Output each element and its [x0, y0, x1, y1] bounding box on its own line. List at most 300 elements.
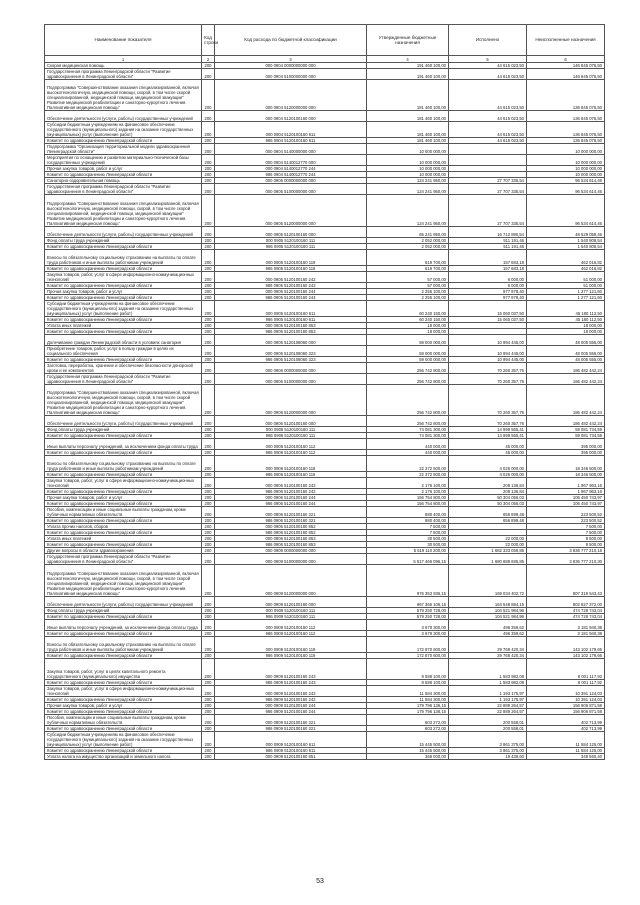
- row-unexecuted: 349 560,40: [527, 753, 605, 759]
- budget-execution-table: [44, 24, 605, 760]
- table-row: [45, 439, 605, 450]
- row-budget-code: 000 0904 5140012770 000: [215, 155, 367, 166]
- row-line-code: 200: [202, 384, 215, 415]
- row-name: Подпрограмма "Совершенствование оказания специализированной, включая высокотехнологичную, медицинской помощи, скорой, в том числе скорой специализированной, медицинской помощи, медицинской эвакуации" Развитие медицинской реабилитации и санаторно-курортного лечения. Паллиативная медицинская помощь": [45, 565, 202, 596]
- row-line-code: 200: [202, 111, 215, 122]
- row-executed: 29 768 420,34: [449, 636, 527, 652]
- row-name: Подпрограмма "Совершенствование оказания специализированной, включая высокотехнологичную, медицинской помощи, скорой, в том числе скорой специализированной, медицинской помощи, медицинской эвакуации" Развитие медицинской реабилитации и санаторно-курортного лечения. Паллиативная медицинская помощь": [45, 195, 202, 226]
- row-approved: 30 500,00: [367, 536, 449, 542]
- row-unexecuted: 18 000,00: [527, 328, 605, 334]
- row-budget-code: 000 0904 5140000000 000: [215, 144, 367, 155]
- row-budget-code: 986 0909 5120100160 111: [215, 613, 367, 619]
- row-name: Подпрограмма "Совершенствование оказания специализированной, включая высокотехнологичную, медицинской помощи, скорой, в том числе скорой специализированной, медицинской помощи, медицинской эвакуации" Развитие медицинской реабилитации и санаторно-курортного лечения. Паллиативная медицинская помощь": [45, 80, 202, 111]
- row-approved: 181 460 100,00: [367, 111, 449, 122]
- row-approved: 22 372 500,00: [367, 472, 449, 478]
- row-budget-code: 000 0905 5120100160 119: [215, 249, 367, 265]
- row-name: Комитет по здравоохранению Ленинградской области: [45, 542, 202, 548]
- row-line-code: 200: [202, 416, 215, 427]
- row-unexecuted: 402 713,99: [527, 725, 605, 731]
- row-budget-code: 986 0905 5120108060 323: [215, 356, 367, 362]
- row-executed: 44 615 023,50: [449, 111, 527, 122]
- row-unexecuted: 462 016,82: [527, 265, 605, 271]
- row-executed: 656 899,48: [449, 518, 527, 524]
- row-executed: 157 683,18: [449, 249, 527, 265]
- row-name: Обеспечение деятельности (услуги, работы) государственных учреждений: [45, 111, 202, 122]
- table-row: [45, 456, 605, 472]
- row-name: Комитет по здравоохранению Ленинградской области: [45, 433, 202, 439]
- row-executed: 15 060 037,50: [449, 300, 527, 316]
- row-name: Уплата налога на имущество организаций и земельного налога: [45, 753, 202, 759]
- row-line-code: 200: [202, 524, 215, 530]
- row-executed: 50 304 056,03: [449, 501, 527, 507]
- row-approved: 3 678 300,00: [367, 630, 449, 636]
- header-unexecuted: Неисполненные назначения: [527, 25, 605, 56]
- row-line-code: 200: [202, 282, 215, 288]
- row-unexecuted: 8 500,00: [527, 536, 605, 542]
- row-executed: 1 682 333 059,86: [449, 548, 527, 554]
- table-row: [45, 619, 605, 630]
- row-executed: 44 615 023,50: [449, 63, 527, 69]
- row-line-code: 200: [202, 362, 215, 373]
- row-line-code: 200: [202, 478, 215, 489]
- row-name: Прочая закупка товаров, работ и услуг: [45, 702, 202, 708]
- row-name: Закупка товаров, работ, услуг в сфере информационно-коммуникационных технологий: [45, 478, 202, 489]
- row-name: Пособия, компенсации и иные социальные выплаты гражданам, кроме публичных нормативных обязательств: [45, 714, 202, 725]
- table-row: [45, 565, 605, 596]
- header-approved: Утвержденные бюджетные назначения: [367, 25, 449, 56]
- row-executed: 45 000,00: [449, 450, 527, 456]
- row-name: Взносы по обязательному социальному страхованию на выплаты по оплате труда работников и иные выплаты работникам учреждений: [45, 456, 202, 472]
- row-name: Иные выплаты персоналу учреждений, за исключением фонда оплаты труда: [45, 619, 202, 630]
- table-row: [45, 384, 605, 415]
- row-budget-code: 986 0904 5140012770 244: [215, 172, 367, 178]
- row-executed: 44 615 023,50: [449, 69, 527, 80]
- row-name: Приобретение товаров, работ, услуг в пользу граждан в целях их социального обеспечения: [45, 345, 202, 356]
- row-budget-code: 000 0909 5120100160 611: [215, 731, 367, 747]
- row-budget-code: 986 0909 5120100160 611: [215, 747, 367, 753]
- table-row: [45, 144, 605, 155]
- report-sheet: [44, 24, 604, 760]
- row-budget-code: 986 0905 5120100160 853: [215, 328, 367, 334]
- row-unexecuted: 59 081 734,59: [527, 433, 605, 439]
- row-budget-code: 000 0906 0000000000 000: [215, 362, 367, 373]
- row-line-code: 200: [202, 439, 215, 450]
- row-unexecuted: 223 500,52: [527, 518, 605, 524]
- row-unexecuted: 143 102 179,66: [527, 636, 605, 652]
- row-executed: 164 548 884,15: [449, 596, 527, 607]
- row-line-code: 200: [202, 373, 215, 384]
- row-approved: 124 241 950,00: [367, 178, 449, 184]
- row-unexecuted: 136 845 076,50: [527, 122, 605, 138]
- row-name: Обеспечение деятельности (услуги, работы) государственных учреждений: [45, 226, 202, 237]
- row-name: Пособия, компенсации и иные социальные выплаты гражданам, кроме публичных нормативных обязательств: [45, 507, 202, 518]
- row-budget-code: 000 0909 5120100160 244: [215, 702, 367, 708]
- row-name: Уплата иных платежей: [45, 322, 202, 328]
- row-name: Фонд оплаты труда учреждений: [45, 607, 202, 613]
- row-approved: 9 588 100,00: [367, 658, 449, 679]
- row-unexecuted: 3 836 777 210,30: [527, 554, 605, 565]
- row-approved: 18 000,00: [367, 322, 449, 328]
- row-unexecuted: 48 005 555,00: [527, 345, 605, 356]
- row-line-code: 200: [202, 184, 215, 195]
- row-line-code: 200: [202, 138, 215, 144]
- table-row: [45, 122, 605, 138]
- row-unexecuted: 802 827 372,00: [527, 596, 605, 607]
- row-unexecuted: 3 181 940,38: [527, 619, 605, 630]
- table-row: [45, 554, 605, 565]
- row-name: Фонд оплаты труда учреждений: [45, 237, 202, 243]
- row-budget-code: 000 0904 5100000000 000: [215, 69, 367, 80]
- header-executed: Исполнено: [449, 25, 527, 56]
- row-unexecuted: 18 000,00: [527, 322, 605, 328]
- row-approved: 2 052 000,00: [367, 237, 449, 243]
- row-executed: 70 260 357,76: [449, 362, 527, 373]
- row-approved: 191 460 100,00: [367, 69, 449, 80]
- row-approved: 440 000,00: [367, 439, 449, 450]
- row-line-code: 200: [202, 489, 215, 495]
- column-number: 4: [367, 56, 449, 63]
- row-approved: 59 000 000,00: [367, 334, 449, 345]
- row-budget-code: 000 0905 5120100160 000: [215, 226, 367, 237]
- row-approved: 256 742 800,00: [367, 416, 449, 427]
- row-unexecuted: 11 584 125,00: [527, 747, 605, 753]
- row-budget-code: 986 0909 5120100160 321: [215, 725, 367, 731]
- table-row: [45, 714, 605, 725]
- row-name: Комитет по здравоохранению Ленинградской области: [45, 328, 202, 334]
- row-executed: 1 193 175,97: [449, 685, 527, 696]
- row-budget-code: 000 0904 0000000000 000: [215, 63, 367, 69]
- column-number: 2: [202, 56, 215, 63]
- row-budget-code: 986 0906 5120100160 244: [215, 501, 367, 507]
- row-executed: 50 304 056,03: [449, 495, 527, 501]
- row-approved: 22 372 500,00: [367, 456, 449, 472]
- row-line-code: 200: [202, 345, 215, 356]
- row-budget-code: 986 0905 5120100160 111: [215, 243, 367, 249]
- row-unexecuted: 402 713,99: [527, 714, 605, 725]
- row-line-code: 200: [202, 636, 215, 652]
- row-budget-code: 000 0906 5120100160 852: [215, 524, 367, 530]
- row-executed: [449, 144, 527, 155]
- table-row: [45, 80, 605, 111]
- row-approved: 579 250 728,00: [367, 613, 449, 619]
- row-executed: 29 768 420,34: [449, 652, 527, 658]
- column-number: 1: [45, 56, 202, 63]
- row-budget-code: 000 0905 5120108060 000: [215, 334, 367, 345]
- row-unexecuted: 474 728 743,04: [527, 607, 605, 613]
- row-approved: 10 000 000,00: [367, 144, 449, 155]
- row-unexecuted: 156 906 871,58: [527, 702, 605, 708]
- row-unexecuted: 51 000,00: [527, 271, 605, 282]
- row-budget-code: 986 0909 5120100160 119: [215, 652, 367, 658]
- row-approved: 7 500,00: [367, 524, 449, 530]
- row-unexecuted: 156 906 871,58: [527, 708, 605, 714]
- row-executed: 22 889 264,57: [449, 708, 527, 714]
- row-line-code: 200: [202, 725, 215, 731]
- row-budget-code: 986 0906 5120100160 242: [215, 489, 367, 495]
- row-name: Комитет по здравоохранению Ленинградской области: [45, 518, 202, 524]
- row-budget-code: 000 0905 5120100160 611: [215, 300, 367, 316]
- row-unexecuted: 10 391 124,03: [527, 685, 605, 696]
- row-line-code: 200: [202, 548, 215, 554]
- row-line-code: 200: [202, 178, 215, 184]
- row-line-code: 200: [202, 685, 215, 696]
- row-name: Комитет по здравоохранению Ленинградской области: [45, 472, 202, 478]
- row-name: Скорая медицинская помощь: [45, 63, 202, 69]
- row-unexecuted: 1 540 808,54: [527, 237, 605, 243]
- row-approved: 967 365 106,15: [367, 596, 449, 607]
- row-budget-code: 000 0906 5120100160 111: [215, 427, 367, 433]
- row-unexecuted: 10 000 000,00: [527, 166, 605, 172]
- header-line-code: Код строки: [202, 25, 215, 56]
- row-approved: 880 400,00: [367, 507, 449, 518]
- row-approved: 74 081 300,00: [367, 433, 449, 439]
- row-name: Комитет по здравоохранению Ленинградской области: [45, 696, 202, 702]
- row-line-code: 200: [202, 237, 215, 243]
- table-row: [45, 155, 605, 166]
- row-line-code: 200: [202, 300, 215, 316]
- table-row: [45, 271, 605, 282]
- row-line-code: 200: [202, 450, 215, 456]
- row-name: Взносы по обязательному социальному страхованию на выплаты по оплате труда работников и иные выплаты работникам учреждений: [45, 249, 202, 265]
- row-approved: 2 176 100,00: [367, 489, 449, 495]
- row-approved: 9 588 100,00: [367, 679, 449, 685]
- row-name: Комитет по здравоохранению Ленинградской области: [45, 265, 202, 271]
- row-executed: 496 359,62: [449, 630, 527, 636]
- row-name: Государственная программа Ленинградской области "Развитие здравоохранения в Ленинградской области": [45, 184, 202, 195]
- table-row: [45, 373, 605, 384]
- row-approved: 603 272,00: [367, 725, 449, 731]
- row-unexecuted: 51 000,00: [527, 282, 605, 288]
- row-executed: 4 026 000,00: [449, 472, 527, 478]
- row-line-code: 200: [202, 542, 215, 548]
- row-executed: 511 191,46: [449, 237, 527, 243]
- row-name: Иные выплаты персоналу учреждений, за исключением фонда оплаты труда: [45, 439, 202, 450]
- row-line-code: 200: [202, 195, 215, 226]
- row-approved: 579 250 728,00: [367, 607, 449, 613]
- row-name: Взносы по обязательному социальному страхованию на выплаты по оплате труда работников и иные выплаты работникам учреждений: [45, 636, 202, 652]
- row-name: Субсидии бюджетным учреждениям на финансовое обеспечение государственного (муниципального) задания на оказание государственных (муниципальных) услуг (выполнение работ): [45, 300, 202, 316]
- row-line-code: 200: [202, 702, 215, 708]
- row-budget-code: 000 0909 5120100160 243: [215, 658, 367, 679]
- row-line-code: 200: [202, 596, 215, 607]
- row-budget-code: 000 0909 5120100160 000: [215, 596, 367, 607]
- row-budget-code: 986 0905 5120100160 611: [215, 316, 367, 322]
- row-executed: [449, 155, 527, 166]
- table-row: [45, 362, 605, 373]
- table-header-row: [45, 25, 605, 56]
- row-approved: 60 240 150,00: [367, 316, 449, 322]
- row-name: Комитет по здравоохранению Ленинградской области: [45, 138, 202, 144]
- row-budget-code: 000 0909 5120100160 112: [215, 619, 367, 630]
- row-unexecuted: 8 500,00: [527, 542, 605, 548]
- row-name: Долечивание граждан Ленинградской области в условиях санатория: [45, 334, 202, 345]
- row-name: Комитет по здравоохранению Ленинградской области: [45, 530, 202, 536]
- row-unexecuted: 1 540 808,54: [527, 243, 605, 249]
- row-approved: 18 000,00: [367, 328, 449, 334]
- row-line-code: 200: [202, 507, 215, 518]
- row-budget-code: 986 0905 5120100160 119: [215, 265, 367, 271]
- table-row: [45, 184, 605, 195]
- row-budget-code: 986 0906 5120100160 321: [215, 518, 367, 524]
- row-executed: 10 994 445,00: [449, 334, 527, 345]
- row-unexecuted: 474 728 743,04: [527, 613, 605, 619]
- row-line-code: 200: [202, 271, 215, 282]
- row-budget-code: 000 0906 5120100160 242: [215, 478, 367, 489]
- row-budget-code: 000 0909 5120100160 851: [215, 753, 367, 759]
- row-unexecuted: 10 000 000,00: [527, 155, 605, 166]
- row-unexecuted: 48 005 555,00: [527, 356, 605, 362]
- row-unexecuted: 48 529 059,46: [527, 226, 605, 237]
- row-name: Комитет по здравоохранению Ленинградской области: [45, 747, 202, 753]
- row-approved: 59 000 000,00: [367, 356, 449, 362]
- table-row: [45, 636, 605, 652]
- row-line-code: 200: [202, 747, 215, 753]
- row-approved: 59 000 000,00: [367, 345, 449, 356]
- row-line-code: 200: [202, 288, 215, 294]
- row-unexecuted: 395 000,00: [527, 439, 605, 450]
- row-executed: 70 260 357,76: [449, 373, 527, 384]
- row-budget-code: 000 0906 5120100160 000: [215, 416, 367, 427]
- row-executed: 977 978,40: [449, 294, 527, 300]
- row-name: Комитет по здравоохранению Ленинградской области: [45, 282, 202, 288]
- row-budget-code: 986 0909 5120100160 244: [215, 708, 367, 714]
- row-line-code: 200: [202, 536, 215, 542]
- row-line-code: 200: [202, 226, 215, 237]
- row-name: Подпрограмма "Организация территориальной модели здравоохранения Ленинградской области": [45, 144, 202, 155]
- row-budget-code: 986 0905 5120100160 244: [215, 294, 367, 300]
- row-approved: 7 500,00: [367, 530, 449, 536]
- row-unexecuted: 1 277 121,60: [527, 288, 605, 294]
- row-executed: 1 583 982,08: [449, 679, 527, 685]
- row-executed: 104 521 984,96: [449, 613, 527, 619]
- row-name: Подпрограмма "Совершенствование оказания специализированной, включая высокотехнологичную, медицинской помощи, скорой, в том числе скорой специализированной, медицинской помощи, медицинской эвакуации" Развитие медицинской реабилитации и санаторно-курортного лечения. Паллиативная медицинская помощь": [45, 384, 202, 415]
- table-row: [45, 345, 605, 356]
- row-budget-code: 000 0906 5120100160 244: [215, 495, 367, 501]
- row-executed: 200 558,01: [449, 725, 527, 731]
- row-line-code: 200: [202, 249, 215, 265]
- row-approved: 619 700,00: [367, 249, 449, 265]
- row-approved: 369 000,00: [367, 753, 449, 759]
- row-executed: 157 683,18: [449, 265, 527, 271]
- row-executed: 19 439,60: [449, 753, 527, 759]
- row-unexecuted: 1 277 121,60: [527, 294, 605, 300]
- row-line-code: 200: [202, 554, 215, 565]
- row-unexecuted: 186 482 442,24: [527, 362, 605, 373]
- row-unexecuted: 96 534 614,46: [527, 195, 605, 226]
- row-approved: 880 400,00: [367, 518, 449, 524]
- row-name: Уплата иных платежей: [45, 536, 202, 542]
- row-line-code: 200: [202, 433, 215, 439]
- row-unexecuted: 18 346 500,00: [527, 472, 605, 478]
- row-approved: 619 700,00: [367, 265, 449, 271]
- row-executed: 27 707 335,54: [449, 178, 527, 184]
- row-budget-code: 000 0906 5120100160 853: [215, 536, 367, 542]
- row-name: Государственная программа Ленинградской области "Развитие здравоохранения в Ленинградской области": [45, 69, 202, 80]
- row-approved: 15 445 500,00: [367, 731, 449, 747]
- row-budget-code: 000 0904 5120000000 000: [215, 80, 367, 111]
- row-approved: 2 052 000,00: [367, 243, 449, 249]
- row-budget-code: 000 0909 5100000000 000: [215, 554, 367, 565]
- row-budget-code: 000 0906 5120100160 119: [215, 456, 367, 472]
- row-unexecuted: 136 845 076,50: [527, 138, 605, 144]
- row-budget-code: 986 0904 5120100160 611: [215, 138, 367, 144]
- row-unexecuted: 18 346 500,00: [527, 456, 605, 472]
- row-name: Комитет по здравоохранению Ленинградской области: [45, 294, 202, 300]
- row-name: Комитет по здравоохранению Ленинградской области: [45, 316, 202, 322]
- page-number: 53: [316, 878, 324, 885]
- row-name: Закупка товаров, работ, услуг в сфере информационно-коммуникационных технологий: [45, 685, 202, 696]
- table-row: [45, 685, 605, 696]
- row-name: Комитет по здравоохранению Ленинградской области: [45, 708, 202, 714]
- row-name: Санаторно-оздоровительная помощь: [45, 178, 202, 184]
- row-unexecuted: 106 450 743,97: [527, 501, 605, 507]
- row-budget-code: 000 0905 5120100160 111: [215, 237, 367, 243]
- row-name: Уплата прочих налогов, сборов: [45, 524, 202, 530]
- row-executed: 200 558,01: [449, 714, 527, 725]
- row-budget-code: 000 0905 5120100160 244: [215, 288, 367, 294]
- row-budget-code: 986 0906 5120100160 112: [215, 450, 367, 456]
- row-executed: 16 712 890,54: [449, 226, 527, 237]
- row-unexecuted: 3 836 777 210,18: [527, 548, 605, 554]
- row-executed: 496 359,62: [449, 619, 527, 630]
- row-approved: 603 272,00: [367, 714, 449, 725]
- header-indicator-name: Наименование показателя: [45, 25, 202, 56]
- row-name: Прочая закупка товаров, работ и услуг: [45, 495, 202, 501]
- row-unexecuted: 1 967 963,16: [527, 478, 605, 489]
- row-line-code: 200: [202, 172, 215, 178]
- row-line-code: 200: [202, 607, 215, 613]
- row-approved: 124 241 950,00: [367, 184, 449, 195]
- table-row: [45, 658, 605, 679]
- row-executed: 14 999 565,41: [449, 433, 527, 439]
- row-executed: 3 861 375,00: [449, 731, 527, 747]
- row-line-code: 200: [202, 472, 215, 478]
- row-name: Комитет по здравоохранению Ленинградской области: [45, 679, 202, 685]
- row-budget-code: 000 0909 5120000000 000: [215, 565, 367, 596]
- row-unexecuted: 11 584 125,00: [527, 731, 605, 747]
- row-approved: 156 754 800,00: [367, 501, 449, 507]
- row-name: Комитет по здравоохранению Ленинградской области: [45, 243, 202, 249]
- row-executed: 22 889 264,57: [449, 702, 527, 708]
- row-unexecuted: 10 000 000,00: [527, 172, 605, 178]
- row-line-code: 200: [202, 613, 215, 619]
- row-approved: 440 000,00: [367, 450, 449, 456]
- row-budget-code: 000 0909 0000000000 000: [215, 548, 367, 554]
- row-executed: 22 000,00: [449, 542, 527, 548]
- table-row: [45, 731, 605, 747]
- row-budget-code: 000 0905 5120100160 242: [215, 271, 367, 282]
- row-line-code: 200: [202, 501, 215, 507]
- row-unexecuted: 45 180 112,50: [527, 300, 605, 316]
- row-executed: 208 136,84: [449, 489, 527, 495]
- row-name: Комитет по здравоохранению Ленинградской области: [45, 613, 202, 619]
- row-line-code: 200: [202, 427, 215, 433]
- row-executed: 6 000,00: [449, 271, 527, 282]
- row-approved: 181 460 100,00: [367, 122, 449, 138]
- row-line-code: 200: [202, 530, 215, 536]
- row-approved: 976 353 936,15: [367, 565, 449, 596]
- row-executed: 70 260 357,76: [449, 416, 527, 427]
- row-unexecuted: 10 391 124,03: [527, 696, 605, 702]
- table-row: [45, 300, 605, 316]
- row-approved: 5 519 110 200,00: [367, 548, 449, 554]
- row-approved: 57 000,00: [367, 271, 449, 282]
- row-line-code: 200: [202, 328, 215, 334]
- row-approved: 179 796 136,15: [367, 702, 449, 708]
- row-budget-code: 986 0906 5120100160 853: [215, 542, 367, 548]
- row-unexecuted: 395 000,00: [527, 450, 605, 456]
- row-approved: 3 678 300,00: [367, 619, 449, 630]
